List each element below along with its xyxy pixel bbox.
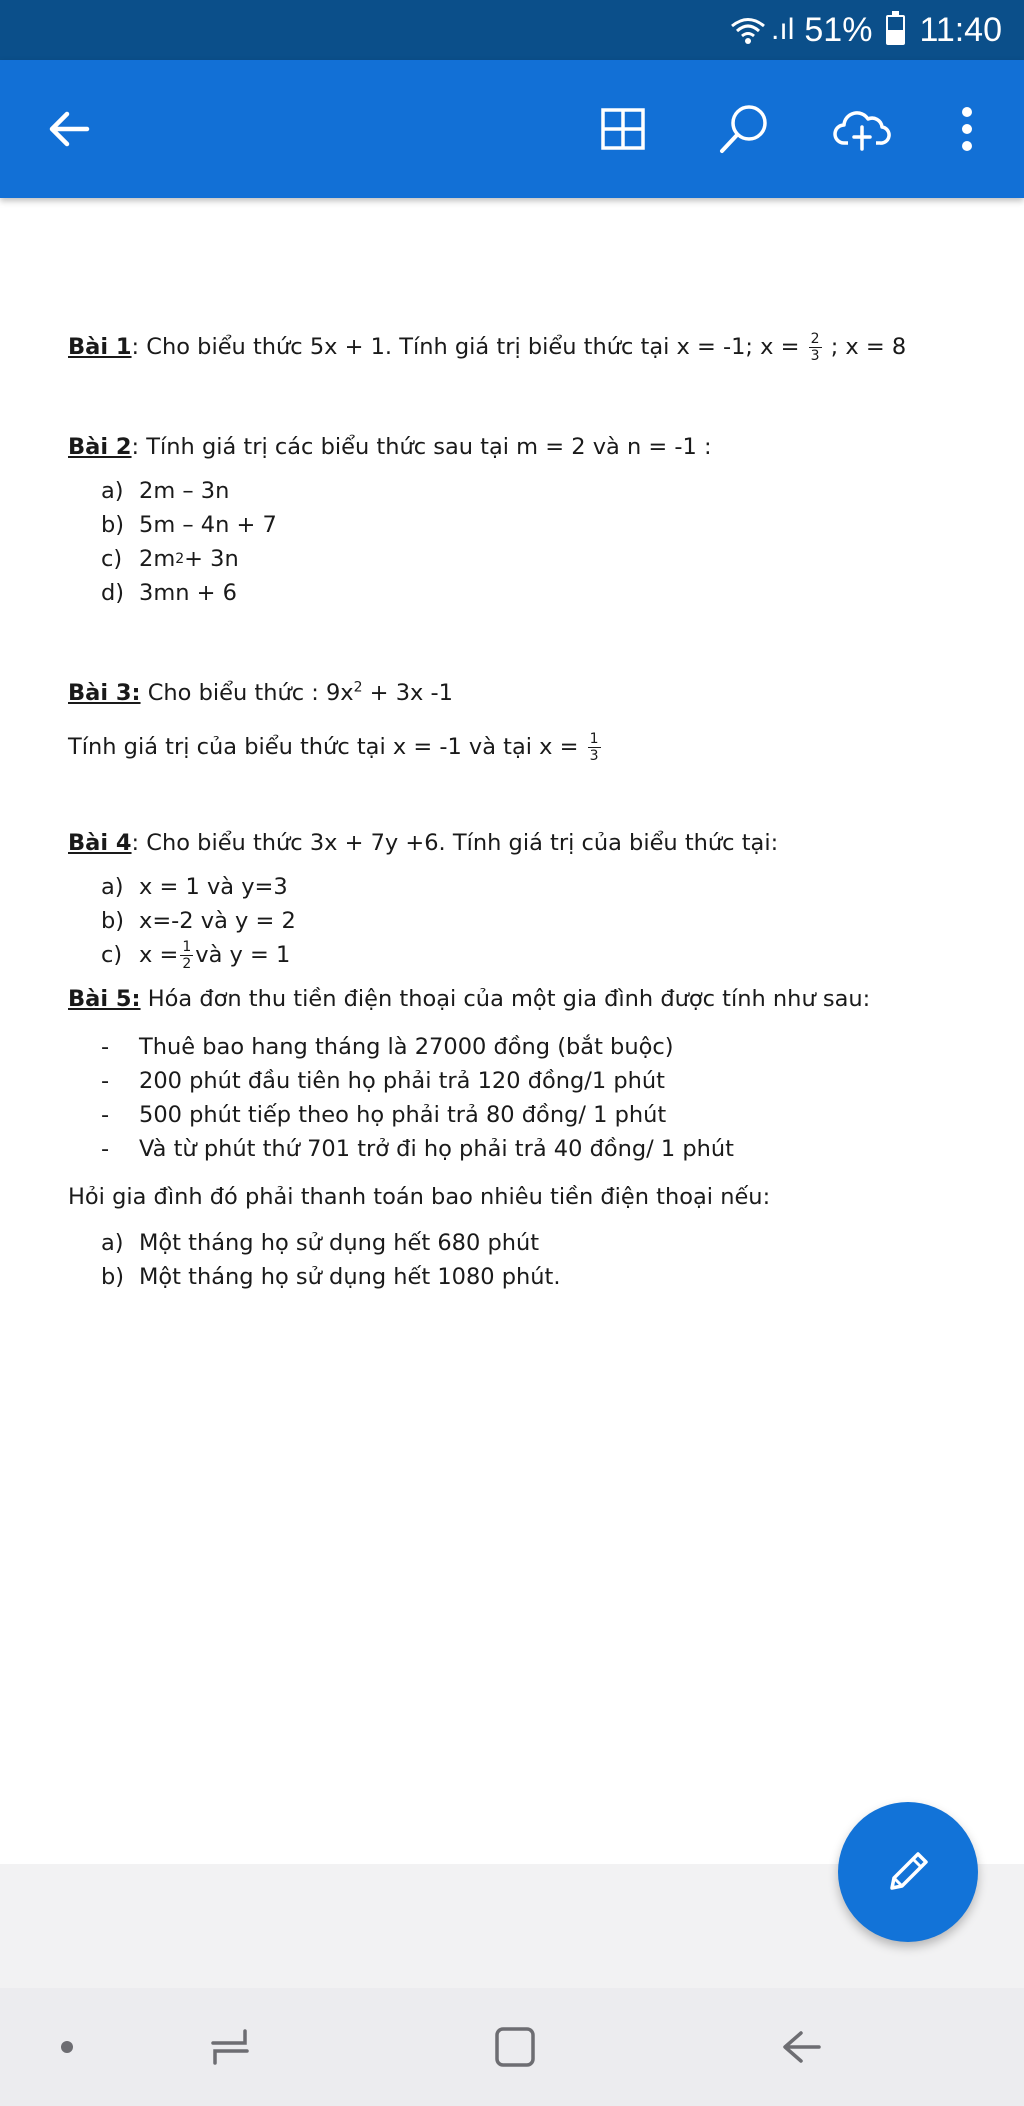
- exercise-3-title: Bài 3:: [68, 680, 141, 706]
- list-item: b) x=-2 và y = 2: [101, 908, 296, 934]
- list-item: a) 2m – 3n: [101, 478, 230, 504]
- cloud-upload-icon: [832, 107, 892, 151]
- signal-icon: .ıl: [771, 13, 795, 46]
- more-options-button[interactable]: [922, 84, 1012, 174]
- exercise-3-question: Tính giá trị của biểu thức tại x = -1 và tại x = $\frac{1}{3}$: [68, 731, 599, 764]
- nav-dot[interactable]: [22, 2002, 112, 2092]
- exercise-5-list: [101, 1226, 968, 1294]
- search-icon: [716, 101, 772, 157]
- list-item: - Và từ phút thứ 701 trở đi họ phải trả 40 đồng/ 1 phút: [101, 1136, 734, 1162]
- clock: 11:40: [919, 10, 1002, 49]
- list-item: c) 2m 2 + 3n: [101, 546, 239, 572]
- list-item: a) Một tháng họ sử dụng hết 680 phút: [101, 1230, 540, 1256]
- exercise-4: Bài 4: Cho biểu thức 3x + 7y +6. Tính giá trị của biểu thức tại:: [68, 830, 779, 856]
- exercise-1-title: Bài 1: [68, 334, 132, 360]
- battery-icon: [886, 15, 905, 45]
- exercise-1-text-end: ; x = 8: [823, 334, 907, 360]
- document-page: [68, 320, 968, 1294]
- edit-fab-button[interactable]: [838, 1802, 978, 1942]
- back-icon: [777, 2025, 825, 2069]
- battery-percent: 51%: [804, 10, 873, 49]
- grid-view-button[interactable]: [578, 84, 668, 174]
- pencil-edit-icon: [880, 1844, 936, 1900]
- list-item: - 500 phút tiếp theo họ phải trả 80 đồng/ 1 phút: [101, 1102, 667, 1128]
- fraction-2-3: $\frac{2}{3}$: [810, 331, 820, 364]
- list-item: b) Một tháng họ sử dụng hết 1080 phút.: [101, 1264, 561, 1290]
- exercise-4-list: [101, 870, 968, 972]
- status-bar: [0, 0, 1024, 60]
- list-item: c) x = $\frac{1}{2}$ và y = 1: [101, 938, 291, 972]
- system-nav-bar: [0, 1988, 1024, 2106]
- list-item: a) x = 1 và y=3: [101, 874, 288, 900]
- exercise-5: Bài 5: Hóa đơn thu tiền điện thoại của một gia đình được tính như sau:: [68, 986, 871, 1012]
- status-right: [729, 8, 1002, 52]
- fraction-1-3: $\frac{1}{3}$: [589, 731, 599, 764]
- exercise-2-title: Bài 2: [68, 434, 132, 460]
- exercise-3: Bài 3: Cho biểu thức : $9x^2 + 3x$ -1: [68, 679, 453, 706]
- list-item: - 200 phút đầu tiên họ phải trả 120 đồng/1 phút: [101, 1068, 665, 1094]
- grid-view-icon: [600, 107, 646, 151]
- list-item: b) 5m – 4n + 7: [101, 512, 277, 538]
- exercise-5-question: Hỏi gia đình đó phải thanh toán bao nhiêu tiền điện thoại nếu:: [68, 1184, 771, 1210]
- dot-icon: [59, 2039, 75, 2055]
- exercise-2-list: [101, 474, 968, 610]
- exercise-1-text: : Cho biểu thức 5x + 1. Tính giá trị biểu thức tại x = -1; x =: [131, 334, 807, 360]
- app-bar: [0, 60, 1024, 198]
- list-item: d) 3mn + 6: [101, 580, 237, 606]
- exercise-5-bullets: [101, 1030, 968, 1166]
- nav-back-button[interactable]: [756, 2002, 846, 2092]
- recent-apps-button[interactable]: [185, 2002, 275, 2092]
- exercise-2: [68, 430, 968, 464]
- home-icon: [491, 2023, 539, 2071]
- fraction-1-2: $\frac{1}{2}$: [182, 938, 192, 972]
- back-button[interactable]: [24, 84, 114, 174]
- status-icons: [729, 13, 794, 47]
- wifi-icon: [729, 15, 767, 45]
- cloud-upload-button[interactable]: [817, 84, 907, 174]
- list-item: - Thuê bao hang tháng là 27000 đồng (bắt buộc): [101, 1034, 674, 1060]
- exercise-2-text: : Tính giá trị các biểu thức sau tại m = 2 và n = -1 :: [131, 434, 712, 460]
- exercise-4-title: Bài 4: [68, 830, 132, 856]
- back-arrow-icon: [45, 109, 93, 149]
- search-button[interactable]: [699, 84, 789, 174]
- recent-apps-icon: [205, 2025, 255, 2069]
- more-vert-icon: [960, 105, 974, 153]
- exercise-5-title: Bài 5:: [68, 986, 141, 1012]
- exercise-1: [68, 330, 968, 364]
- home-button[interactable]: [470, 2002, 560, 2092]
